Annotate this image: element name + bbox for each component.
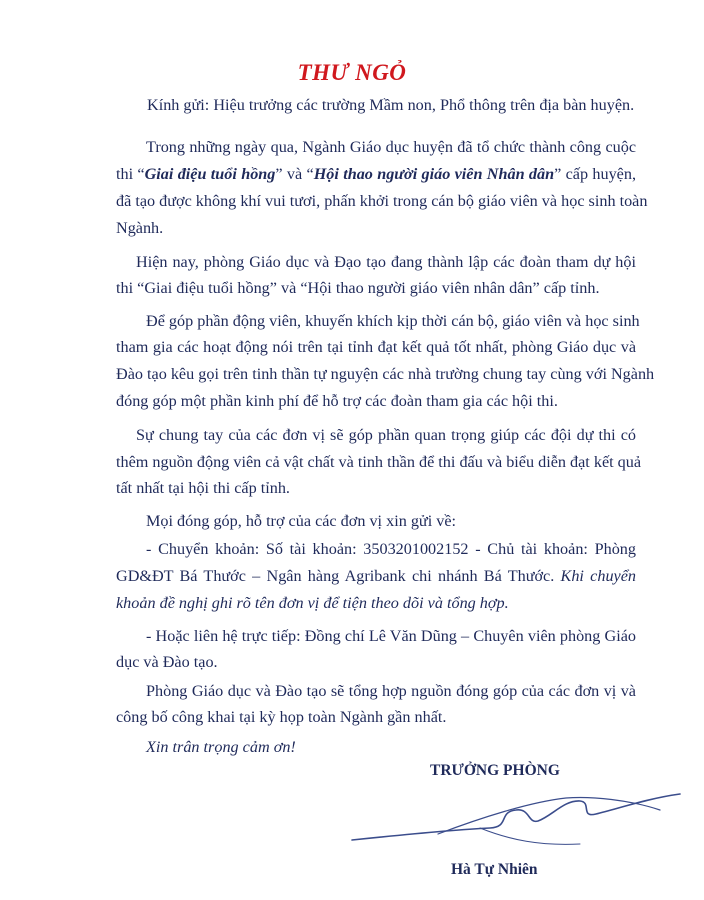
- p3-line4: đóng góp một phần kinh phí để hỗ trợ các đoàn tham gia các hội thi.: [116, 392, 558, 410]
- p1-line1: Trong những ngày qua, Ngành Giáo dục huyện đã tổ chức thành công cuộc: [146, 138, 636, 156]
- p7-line2: dục và Đào tạo.: [116, 653, 218, 671]
- p4-line3: tất nhất tại hội thi cấp tỉnh.: [116, 479, 290, 497]
- p6-line3: khoản đề nghị ghi rõ tên đơn vị để tiện theo dõi và tổng hợp.: [116, 594, 509, 612]
- greeting: Kính gửi: Hiệu trưởng các trường Mầm non, Phổ thông trên địa bàn huyện.: [147, 96, 635, 114]
- contest-name-2: Hội thao người giáo viên Nhân dân: [313, 165, 555, 183]
- p8-line1: Phòng Giáo dục và Đào tạo sẽ tổng hợp nguồn đóng góp của các đơn vị và: [146, 682, 636, 700]
- p3-line3: Đào tạo kêu gọi trên tinh thần tự nguyện các nhà trường chung tay cùng với Ngành: [116, 365, 655, 383]
- contest-name-1: Giai điệu tuổi hồng: [144, 165, 276, 183]
- p2-line1: Hiện nay, phòng Giáo dục và Đạo tạo đang thành lập các đoàn tham dự hội: [136, 253, 636, 271]
- p5-line: Mọi đóng góp, hỗ trợ của các đơn vị xin gửi về:: [146, 512, 457, 530]
- closing-thanks: Xin trân trọng cảm ơn!: [146, 738, 296, 756]
- p8-line2: công bố công khai tại kỳ họp toàn Ngành gần nhất.: [116, 708, 447, 726]
- p4-line1: Sự chung tay của các đơn vị sẽ góp phần quan trọng giúp các đội dự thi có: [136, 426, 636, 444]
- p3-line1: Để góp phần động viên, khuyến khích kịp thời cán bộ, giáo viên và học sinh: [146, 312, 640, 330]
- handwritten-signature: [330, 788, 700, 858]
- p4-line2: thêm nguồn động viên cả vật chất và tinh thần để thi đấu và biểu diễn đạt kết quả: [116, 453, 642, 471]
- signature-name: Hà Tự Nhiên: [451, 861, 538, 878]
- letter-title: THƯ NGỎ: [297, 60, 407, 85]
- p1-line4: Ngành.: [116, 219, 164, 237]
- p6-line2: GD&ĐT Bá Thước – Ngân hàng Agribank chi nhánh Bá Thước. Khi chuyển: [116, 567, 636, 585]
- p2-line2: thi “Giai điệu tuổi hồng” và “Hội thao người giáo viên nhân dân” cấp tỉnh.: [116, 279, 600, 297]
- p6-line1: - Chuyển khoản: Số tài khoản: 3503201002152 - Chủ tài khoản: Phòng: [146, 540, 636, 558]
- p1-line3: đã tạo được không khí vui tươi, phấn khởi trong cán bộ giáo viên và học sinh toàn: [116, 192, 648, 210]
- p1-line2: thi “Giai điệu tuổi hồng” và “Hội thao người giáo viên Nhân dân” cấp huyện,: [116, 165, 637, 183]
- signature-role: TRƯỞNG PHÒNG: [430, 762, 560, 779]
- p3-line2: tham gia các hoạt động nói trên tại tỉnh đạt kết quả tốt nhất, phòng Giáo dục và: [116, 338, 636, 356]
- p7-line1: - Hoặc liên hệ trực tiếp: Đồng chí Lê Văn Dũng – Chuyên viên phòng Giáo: [146, 627, 636, 645]
